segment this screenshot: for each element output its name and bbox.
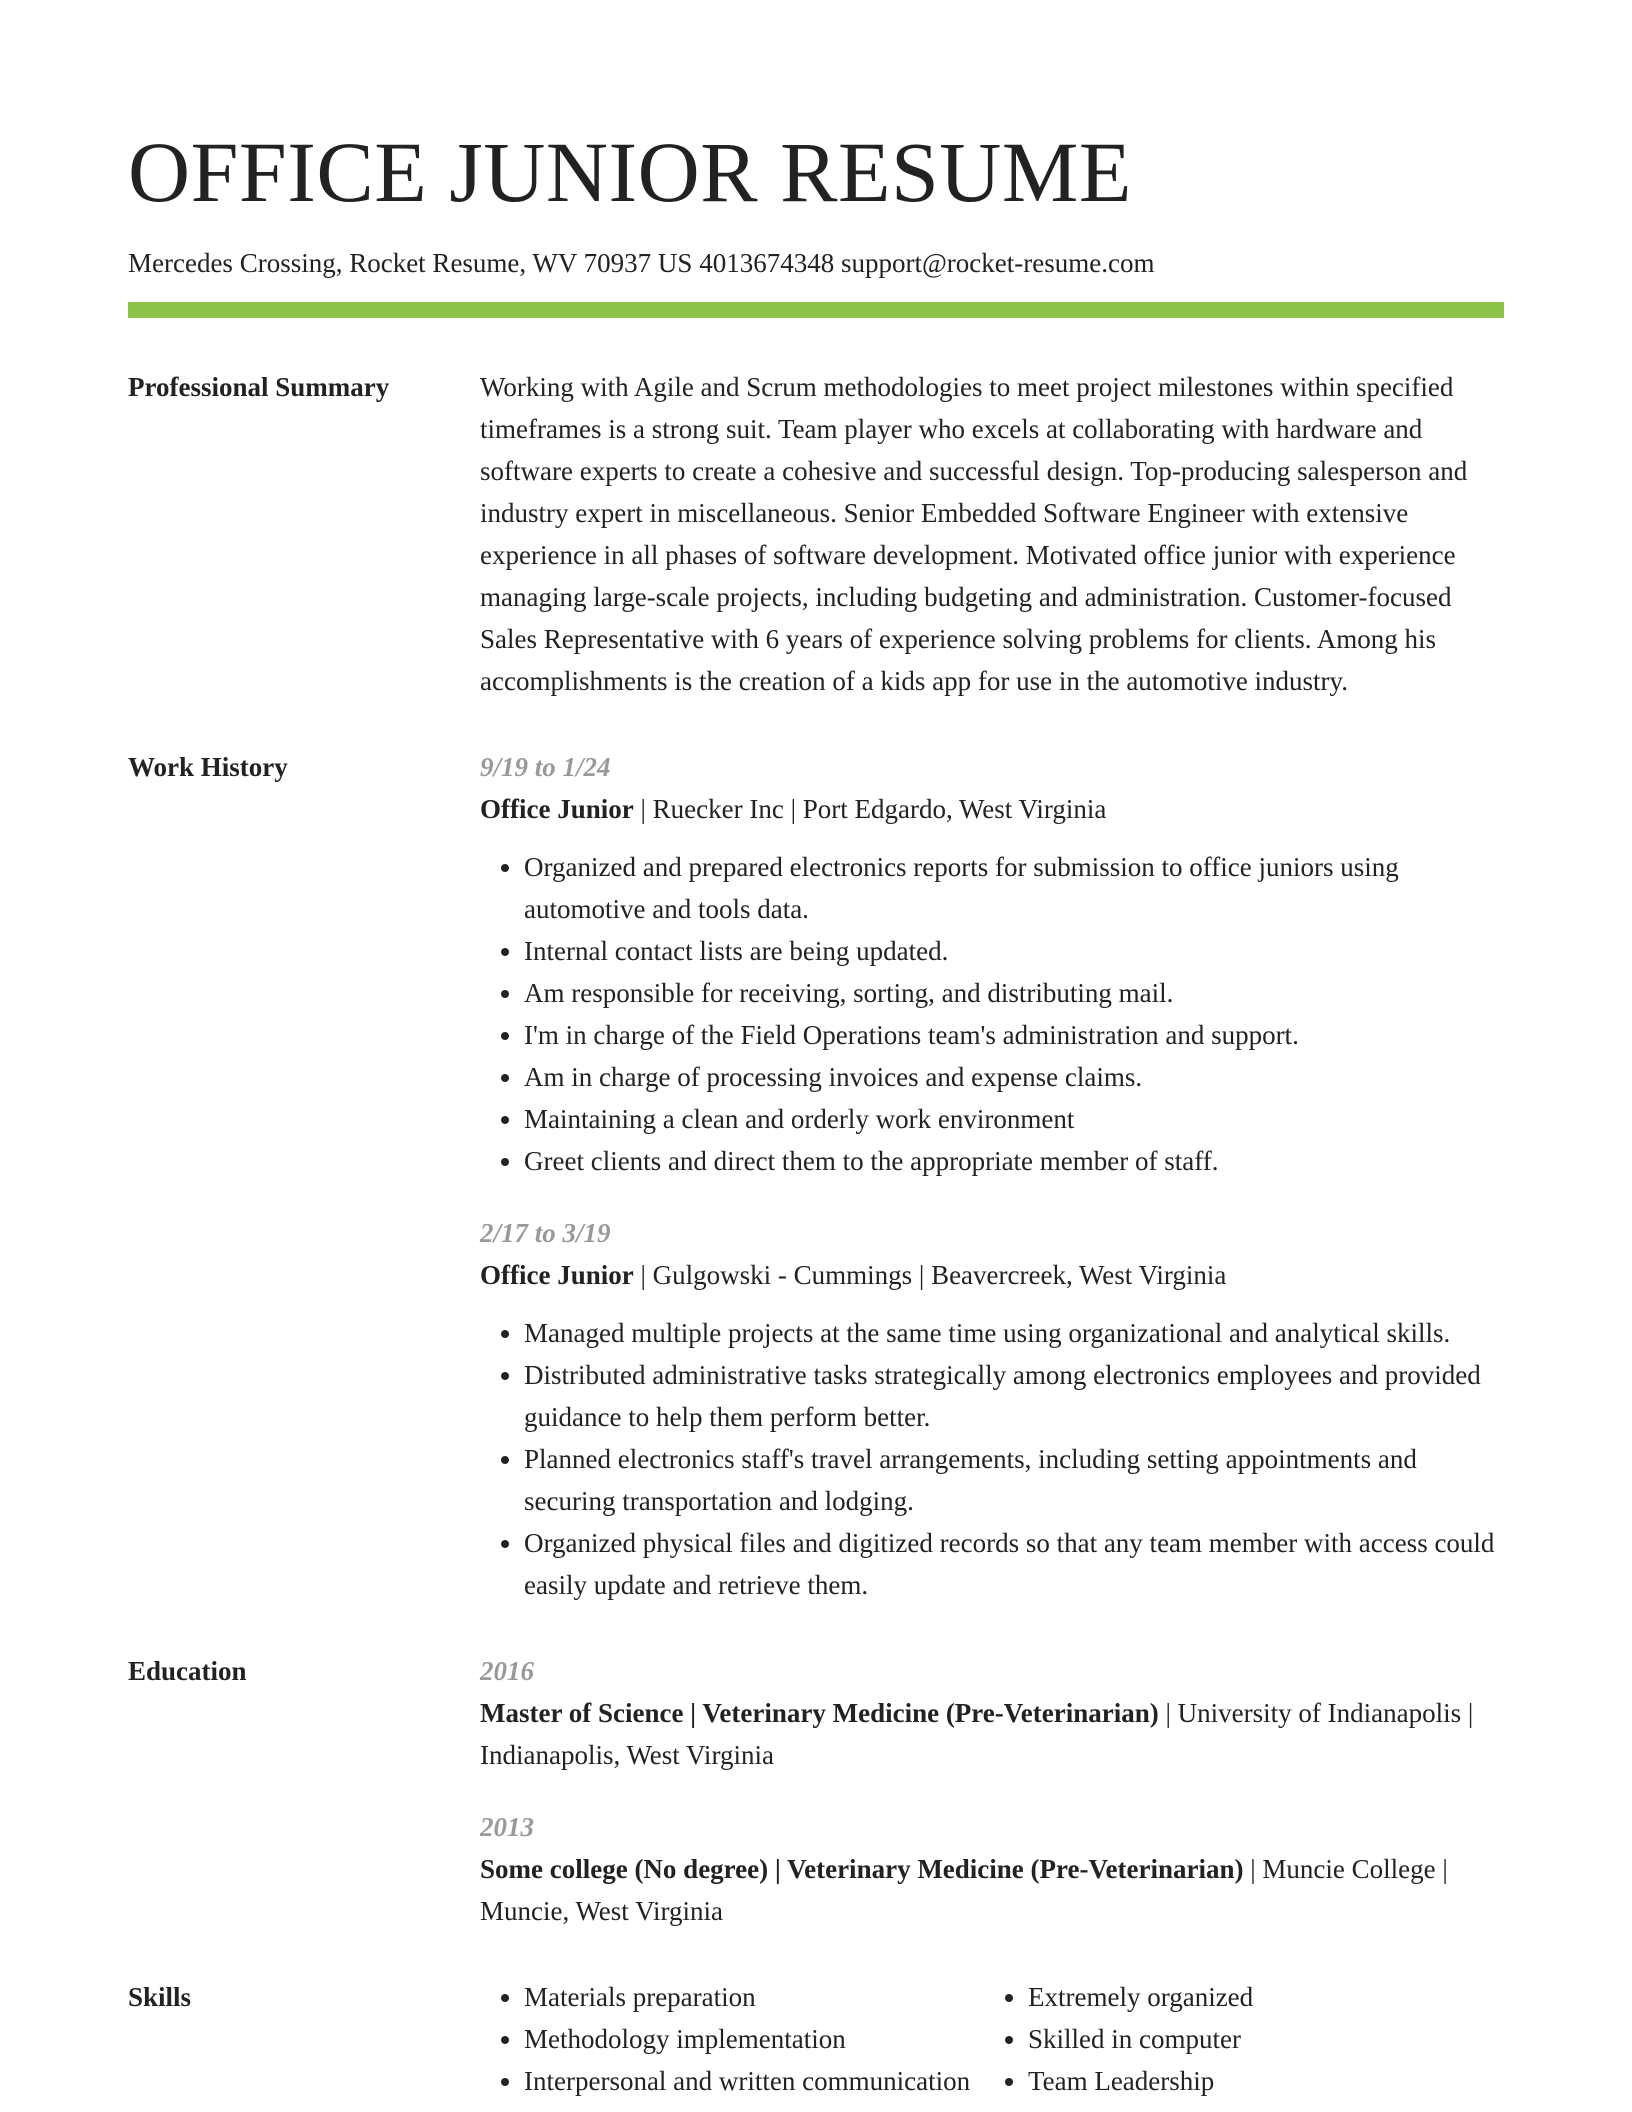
list-item: • Internal contact lists are being updated. bbox=[524, 930, 1504, 972]
job-title: Office Junior bbox=[480, 1260, 634, 1290]
list-item: • Methodology implementation bbox=[524, 2018, 984, 2060]
skills-list-left bbox=[480, 1976, 984, 2102]
work-history-section bbox=[128, 746, 1504, 1606]
job-headline bbox=[480, 788, 1504, 830]
job-bullets bbox=[480, 846, 1504, 1182]
contact-line: Mercedes Crossing, Rocket Resume, WV 70937 US 4013674348 support@rocket-resume.com bbox=[128, 248, 1155, 278]
summary-text: Working with Agile and Scrum methodologies to meet project milestones within specified timeframes is a strong suit. Team player who excels at collaborating with hardware and software experts to create a cohesive and successful design. Top-producing salesperson and industry expert in miscellaneous. Senior Embedded Software Engineer with extensive experience in all phases of software development. Motivated office junior with experience managing large-scale projects, including budgeting and administration. Customer-focused Sales Representative with 6 years of experience solving problems for clients. Among his accomplishments is the creation of a kids app for use in the automotive industry. bbox=[480, 372, 1468, 696]
skills-section bbox=[128, 1976, 1504, 2102]
list-item: • Managed multiple projects at the same time using organizational and analytical skills. bbox=[524, 1312, 1504, 1354]
list-item: • Am responsible for receiving, sorting, and distributing mail. bbox=[524, 972, 1504, 1014]
job-entry bbox=[480, 1212, 1504, 1606]
skills-list-right bbox=[984, 1976, 1488, 2102]
list-item: • Am in charge of processing invoices and expense claims. bbox=[524, 1056, 1504, 1098]
job-headline bbox=[480, 1254, 1504, 1296]
section-label-skills: Skills bbox=[128, 1982, 192, 2012]
resume-page bbox=[128, 0, 1504, 2102]
summary-section bbox=[128, 366, 1504, 702]
list-item: • Maintaining a clean and orderly work environment bbox=[524, 1098, 1504, 1140]
skills-body bbox=[480, 1976, 1504, 2102]
skills-columns bbox=[480, 1976, 1504, 2102]
education-body bbox=[480, 1650, 1504, 1932]
education-entry bbox=[480, 1650, 1504, 1776]
list-item: • Planned electronics staff's travel arrangements, including setting appointments and securing transportation and lodging. bbox=[524, 1438, 1504, 1522]
list-item: • Interpersonal and written communication bbox=[524, 2060, 984, 2102]
list-item: • Organized physical files and digitized records so that any team member with access could easily update and retrieve them. bbox=[524, 1522, 1504, 1606]
education-entry bbox=[480, 1806, 1504, 1932]
list-item: • Materials preparation bbox=[524, 1976, 984, 2018]
school-details: | Muncie College | Muncie, West Virginia bbox=[480, 1854, 1448, 1926]
accent-divider bbox=[128, 302, 1504, 318]
education-year: 2013 bbox=[480, 1812, 534, 1842]
job-details: | Ruecker Inc | Port Edgardo, West Virginia bbox=[633, 794, 1107, 824]
job-entry bbox=[480, 746, 1504, 1182]
list-item: • Extremely organized bbox=[1028, 1976, 1488, 2018]
job-dates: 2/17 to 3/19 bbox=[480, 1218, 611, 1248]
list-item: • Distributed administrative tasks strategically among electronics employees and provided guidance to help them perform better. bbox=[524, 1354, 1504, 1438]
degree-name: Some college (No degree) | Veterinary Medicine (Pre-Veterinarian) bbox=[480, 1854, 1244, 1884]
education-headline bbox=[480, 1692, 1504, 1776]
job-title: Office Junior bbox=[480, 794, 634, 824]
school-details: | University of Indianapolis | Indianapolis, West Virginia bbox=[480, 1698, 1474, 1770]
section-label-work-history: Work History bbox=[128, 752, 288, 782]
job-details: | Gulgowski - Cummings | Beavercreek, West Virginia bbox=[633, 1260, 1227, 1290]
list-item: • Skilled in computer bbox=[1028, 2018, 1488, 2060]
job-bullets bbox=[480, 1312, 1504, 1606]
list-item: • Team Leadership bbox=[1028, 2060, 1488, 2102]
list-item: • Greet clients and direct them to the appropriate member of staff. bbox=[524, 1140, 1504, 1182]
list-item: • I'm in charge of the Field Operations team's administration and support. bbox=[524, 1014, 1504, 1056]
section-label-education: Education bbox=[128, 1656, 247, 1686]
list-item: • Organized and prepared electronics reports for submission to office juniors using automotive and tools data. bbox=[524, 846, 1504, 930]
education-section bbox=[128, 1650, 1504, 1932]
job-dates: 9/19 to 1/24 bbox=[480, 752, 611, 782]
degree-name: Master of Science | Veterinary Medicine (Pre-Veterinarian) bbox=[480, 1698, 1159, 1728]
page-title: OFFICE JUNIOR RESUME bbox=[128, 124, 1132, 220]
work-history-body bbox=[480, 746, 1504, 1606]
education-year: 2016 bbox=[480, 1656, 534, 1686]
summary-body bbox=[480, 366, 1504, 702]
section-label-summary: Professional Summary bbox=[128, 372, 390, 402]
education-headline bbox=[480, 1848, 1504, 1932]
